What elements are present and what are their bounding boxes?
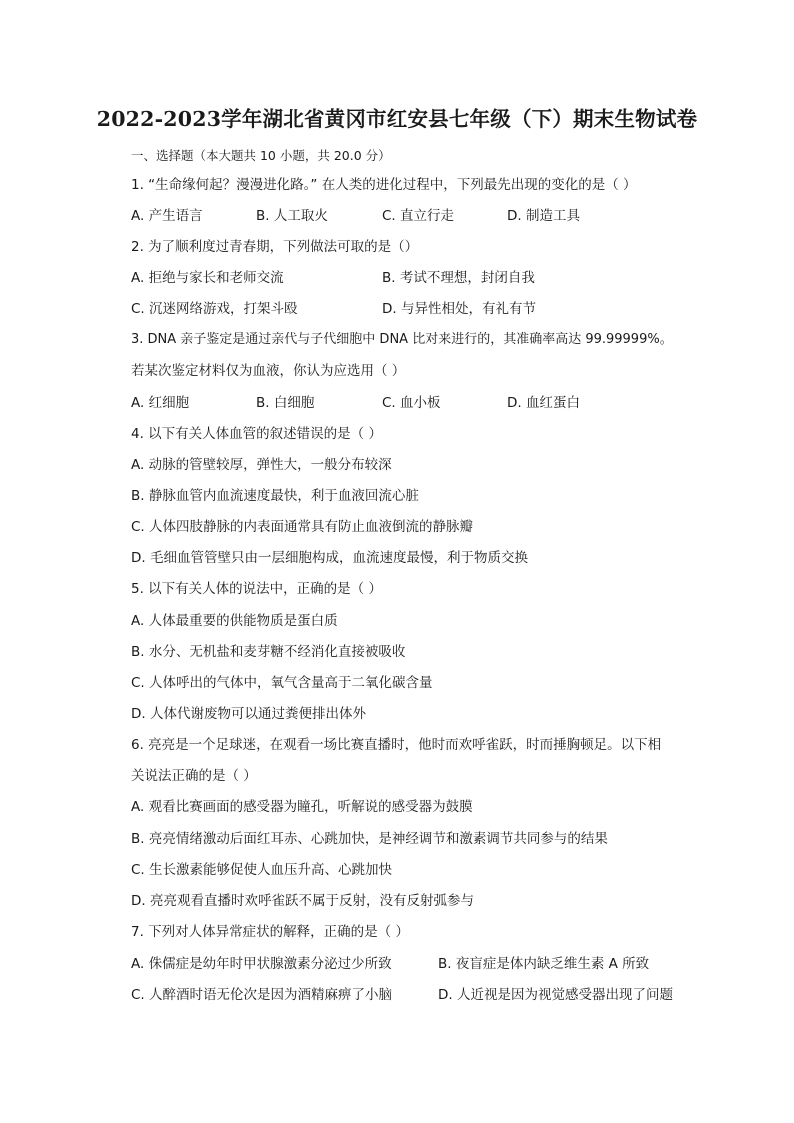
question-5-stem: 5. 以下有关人体的说法中，正确的是（ ）	[131, 581, 382, 597]
q2-option-c: C. 沉迷网络游戏，打架斗殴	[131, 301, 298, 317]
q4-option-c: C. 人体四肢静脉的内表面通常具有防止血液倒流的静脉瓣	[131, 519, 474, 535]
q7-option-b: B. 夜盲症是体内缺乏维生素 A 所致	[438, 956, 650, 972]
q2-option-d: D. 与异性相处，有礼有节	[382, 301, 536, 317]
q3-option-a: A. 红细胞	[131, 395, 190, 411]
q6-option-c: C. 生长激素能够促使人血压升高、心跳加快	[131, 862, 393, 878]
question-2-stem: 2. 为了顺利度过青春期，下列做法可取的是（）	[131, 239, 419, 255]
q5-option-b: B. 水分、无机盐和麦芽糖不经消化直接被吸收	[131, 644, 406, 660]
q3-option-d: D. 血红蛋白	[507, 395, 580, 411]
q1-option-b: B. 人工取火	[256, 208, 328, 224]
q5-option-d: D. 人体代谢废物可以通过粪便排出体外	[131, 706, 366, 722]
question-6-stem-line-2: 关说法正确的是（ ）	[131, 768, 257, 784]
q1-option-d: D. 制造工具	[507, 208, 580, 224]
question-3-stem-line-1: 3. DNA 亲子鉴定是通过亲代与子代细胞中 DNA 比对来进行的，其准确率高达 99.99999%。	[131, 332, 673, 347]
q6-option-d: D. 亮亮观看直播时欢呼雀跃不属于反射，没有反射弧参与	[131, 893, 474, 909]
q7-option-a: A. 侏儒症是幼年时甲状腺激素分泌过少所致	[131, 956, 392, 972]
q3-option-c: C. 血小板	[382, 395, 441, 411]
q7-option-d: D. 人近视是因为视觉感受器出现了问题	[438, 987, 673, 1003]
question-3-stem-line-2: 若某次鉴定材料仅为血液，你认为应选用（ ）	[131, 363, 406, 379]
q1-option-a: A. 产生语言	[131, 208, 203, 224]
question-6-stem-line-1: 6. 亮亮是一个足球迷，在观看一场比赛直播时，他时而欢呼雀跃，时而捶胸顿足。以下相	[131, 737, 662, 753]
question-7-stem: 7. 下列对人体异常症状的解释，正确的是（ ）	[131, 924, 409, 940]
q1-option-c: C. 直立行走	[382, 208, 455, 224]
q4-option-d: D. 毛细血管管壁只由一层细胞构成，血流速度最慢，利于物质交换	[131, 550, 528, 566]
question-4-stem: 4. 以下有关人体血管的叙述错误的是（ ）	[131, 426, 382, 442]
exam-title: 2022-2023学年湖北省黄冈市红安县七年级（下）期末生物试卷	[96, 107, 698, 131]
q4-option-a: A. 动脉的管壁较厚，弹性大，一般分布较深	[131, 457, 392, 473]
q2-option-a: A. 拒绝与家长和老师交流	[131, 270, 284, 286]
q6-option-a: A. 观看比赛画面的感受器为瞳孔，听解说的感受器为鼓膜	[131, 799, 473, 815]
section-heading: 一、选择题（本大题共 10 小题，共 20.0 分）	[131, 148, 391, 163]
q2-option-b: B. 考试不理想，封闭自我	[382, 270, 535, 286]
q5-option-c: C. 人体呼出的气体中，氧气含量高于二氧化碳含量	[131, 675, 433, 691]
q7-option-c: C. 人醉酒时语无伦次是因为酒精麻痹了小脑	[131, 987, 393, 1003]
q4-option-b: B. 静脉血管内血流速度最快，利于血液回流心脏	[131, 488, 419, 504]
question-1-stem: 1. “生命缘何起？漫漫进化路。” 在人类的进化过程中，下列最先出现的变化的是（ ）	[131, 177, 637, 193]
q3-option-b: B. 白细胞	[256, 395, 315, 411]
q6-option-b: B. 亮亮情绪激动后面红耳赤、心跳加快，是神经调节和激素调节共同参与的结果	[131, 831, 608, 847]
q5-option-a: A. 人体最重要的供能物质是蛋白质	[131, 613, 338, 629]
